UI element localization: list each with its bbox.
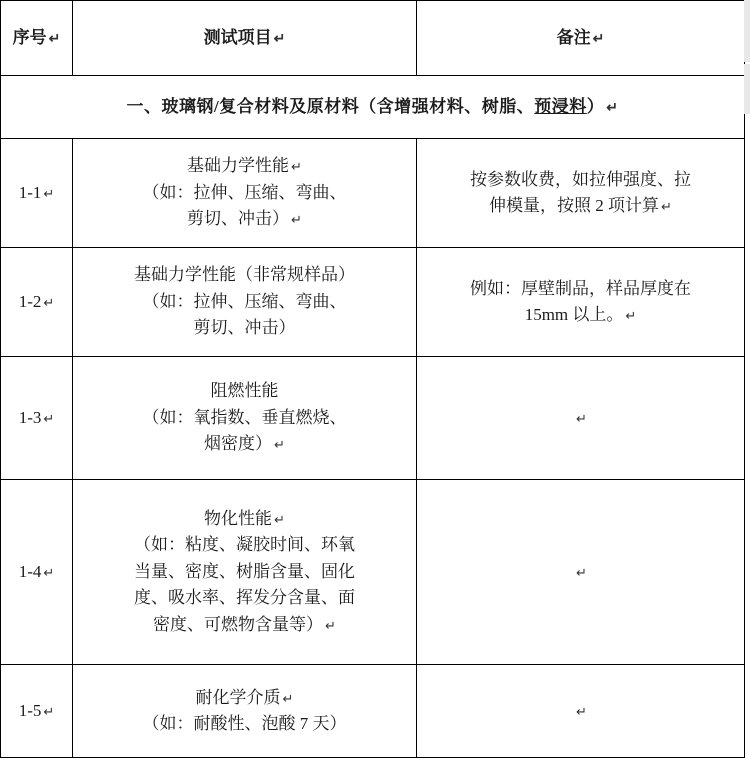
pilcrow-icon: ↵ <box>274 512 285 528</box>
row-item-lines <box>81 506 408 638</box>
pilcrow-icon: ↵ <box>291 212 302 228</box>
row-item-line-text: （如：拉伸、压缩、弯曲、 <box>142 291 347 311</box>
row-item-line-text: 阻燃性能 <box>210 381 279 401</box>
row-remark-cell <box>417 357 745 480</box>
row-remark-lines <box>425 276 736 329</box>
row-item-line <box>211 378 279 404</box>
row-item-line-text: （如：耐酸性、泡酸 7 天） <box>142 714 347 733</box>
pilcrow-icon: ↵ <box>325 617 336 633</box>
row-item-cell <box>73 139 417 248</box>
row-item-line-text: 剪切、冲击） <box>193 318 296 338</box>
table-row <box>1 357 745 480</box>
row-item-line <box>134 559 355 585</box>
row-item-line <box>204 506 285 532</box>
row-item-line-text: 密度、可燃物含量等） <box>153 614 324 634</box>
row-item-line <box>153 612 336 638</box>
row-remark-line <box>470 167 691 193</box>
row-remark-cell <box>417 139 745 248</box>
row-item-line-text: 当量、密度、树脂含量、固化 <box>134 561 355 581</box>
pilcrow-icon: ↵ <box>576 703 587 719</box>
row-item-cell <box>73 665 417 758</box>
row-index-label: 1-2 <box>18 291 42 311</box>
row-item-line-text: 度、吸水率、挥发分含量、面 <box>134 588 355 608</box>
row-index-cell <box>1 665 73 758</box>
row-remark-line <box>525 302 637 328</box>
row-index-label: 1-3 <box>18 407 42 427</box>
table-row <box>1 248 745 357</box>
pilcrow-icon: ↵ <box>606 98 619 115</box>
row-item-lines <box>81 685 408 738</box>
pilcrow-icon: ↵ <box>43 294 55 310</box>
section-prefix: 一、玻璃钢/复合材料及原材料（含增强材料、树脂、 <box>126 96 535 116</box>
pilcrow-icon: ↵ <box>48 29 61 46</box>
row-item-cell <box>73 248 417 357</box>
section-heading-cell <box>1 76 745 139</box>
row-item-line-text: 烟密度） <box>204 434 273 454</box>
row-item-line-text: （如：粘度、凝胶时间、环氧 <box>134 535 355 555</box>
row-item-line <box>196 685 294 711</box>
pilcrow-icon: ↵ <box>43 185 55 201</box>
row-remark-lines <box>425 167 736 220</box>
row-item-line <box>143 180 347 206</box>
row-item-cell <box>73 480 417 665</box>
row-item-line <box>134 585 355 611</box>
row-item-line <box>143 289 347 315</box>
row-remark-line <box>489 193 672 219</box>
row-remark-cell <box>417 480 745 665</box>
row-item-line-text: 耐化学介质 <box>195 687 281 707</box>
pilcrow-icon: ↵ <box>282 690 294 706</box>
header-label-index: 序号 <box>12 27 47 47</box>
table-header-row <box>1 1 745 76</box>
row-remark-cell <box>417 665 745 758</box>
header-label-item: 测试项目 <box>203 27 272 47</box>
row-remark-line-text: 例如：厚壁制品，样品厚度在 <box>470 278 691 298</box>
pilcrow-icon: ↵ <box>576 410 587 426</box>
pilcrow-icon: ↵ <box>661 199 672 214</box>
row-item-line <box>204 431 285 457</box>
row-item-line <box>134 262 355 288</box>
row-remark-line-text: 15mm 以上。 <box>524 305 624 324</box>
row-index-cell <box>1 480 73 665</box>
row-remark-line-text: 伸模量，按照 2 项计算 <box>489 196 660 215</box>
row-index-label: 1-5 <box>18 700 42 720</box>
row-remark-cell <box>417 248 745 357</box>
pilcrow-icon: ↵ <box>274 437 285 453</box>
row-item-line-text: （如：拉伸、压缩、弯曲、 <box>142 182 347 202</box>
row-index-cell <box>1 248 73 357</box>
row-remark-line-text: 按参数收费，如拉伸强度、拉 <box>470 169 691 189</box>
pilcrow-icon: ↵ <box>43 410 55 426</box>
row-item-line-text: （如：氧指数、垂直燃烧、 <box>142 407 347 427</box>
row-item-line-text: 物化性能 <box>204 509 273 529</box>
section-suffix: ） <box>586 96 605 116</box>
row-index-label: 1-4 <box>18 561 42 581</box>
row-item-line <box>143 711 347 737</box>
pilcrow-icon: ↵ <box>43 703 55 719</box>
row-item-line <box>187 206 302 232</box>
header-cell-remark <box>417 1 745 76</box>
header-cell-index <box>1 1 73 76</box>
table-row <box>1 139 745 248</box>
pilcrow-icon: ↵ <box>273 29 286 46</box>
row-index-label: 1-1 <box>18 182 42 202</box>
row-item-line-text: 剪切、冲击） <box>187 209 290 229</box>
row-item-line-text: 基础力学性能（非常规样品） <box>134 265 355 285</box>
row-remark-line <box>470 276 691 302</box>
page-edge-mark <box>744 0 750 62</box>
row-item-lines <box>81 262 408 341</box>
pilcrow-icon: ↵ <box>592 29 605 46</box>
pilcrow-icon: ↵ <box>576 564 587 580</box>
table-row <box>1 665 745 758</box>
row-index-cell <box>1 139 73 248</box>
header-label-remark: 备注 <box>556 27 591 47</box>
table-row <box>1 480 745 665</box>
row-item-cell <box>73 357 417 480</box>
header-cell-item <box>73 1 417 76</box>
row-item-line <box>143 405 347 431</box>
row-item-line <box>194 315 296 341</box>
page-edge-mark <box>744 64 750 114</box>
pilcrow-icon: ↵ <box>43 564 55 580</box>
row-item-lines <box>81 378 408 457</box>
row-item-line <box>187 153 302 179</box>
section-heading-row <box>1 76 745 139</box>
section-underlined-text: 预浸料 <box>534 96 587 116</box>
row-item-line-text: 基础力学性能 <box>187 156 290 176</box>
pilcrow-icon: ↵ <box>291 159 302 175</box>
row-item-lines <box>81 153 408 232</box>
pilcrow-icon: ↵ <box>625 308 637 323</box>
row-item-line <box>134 532 355 558</box>
row-index-cell <box>1 357 73 480</box>
